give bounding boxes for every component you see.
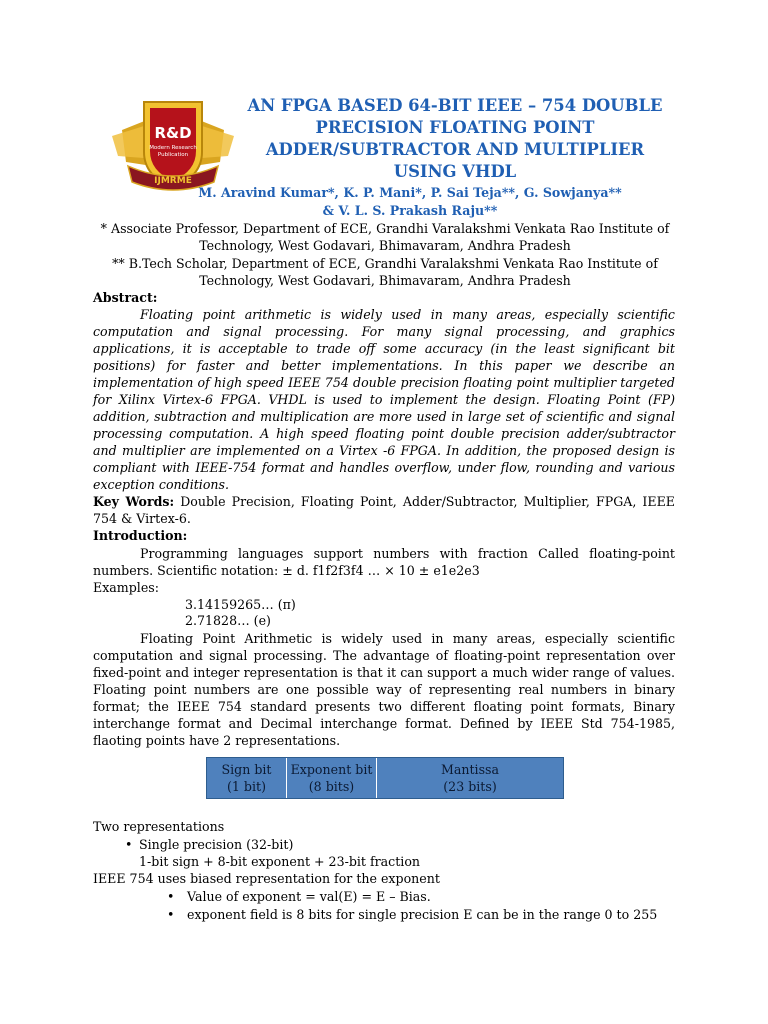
sign-bit-cell (207, 758, 287, 798)
cell-size: (8 bits) (308, 779, 355, 794)
bullet-dot-icon: • (167, 907, 175, 922)
introduction-paragraph-1: Programming languages support numbers with fraction Called floating-point numbers. Scientific notation: ± d. f1f2f3f4 … × 10 ± e1e2e3 (93, 546, 675, 578)
affiliation-2 (90, 255, 680, 289)
bullet-text: Value of exponent = val(E) = E – Bias. (187, 889, 431, 904)
affiliation-1 (90, 220, 680, 254)
title-line: AN FPGA BASED 64-BIT IEEE – 754 DOUBLE (247, 96, 663, 115)
cell-size: (1 bit) (227, 779, 266, 794)
mantissa-cell (377, 758, 563, 798)
title-line: ADDER/SUBTRACTOR AND MULTIPLIER (265, 140, 645, 159)
bullet-dot-icon: • (125, 837, 133, 852)
bullet-text: exponent field is 8 bits for single precision E can be in the range 0 to 255 (187, 907, 658, 922)
logo-subtext: Modern Research (149, 145, 197, 151)
exponent-bit-cell (287, 758, 377, 798)
affiliation-line: Technology, West Godavari, Bhimavaram, Andhra Pradesh (199, 238, 571, 253)
introduction-paragraph-2: Floating Point Arithmetic is widely used in many areas, especially scientific computation and signal processing. The advantage of floating-point representation over fixed-point and integer representation is that it can support a much wider range of values. Floating point numbers are one possible way of representing real numbers in binary format; the IEEE 754 standard presents two different floating point formats, Binary interchange format and Decimal interchange format. Defined by IEEE Std 754-1985, flaoting points have 2 representations. (93, 631, 675, 748)
author-list (150, 184, 670, 219)
logo-rd-text: R&D (154, 124, 192, 142)
title-line: USING VHDL (393, 162, 517, 181)
abstract-heading: Abstract: (93, 290, 158, 305)
affiliation-line: Technology, West Godavari, Bhimavaram, Andhra Pradesh (199, 273, 571, 288)
bullet-dot-icon: • (167, 889, 175, 904)
keywords-heading: Key Words: (93, 494, 175, 509)
title-line: PRECISION FLOATING POINT (315, 118, 595, 137)
affiliation-line: * Associate Professor, Department of ECE, Grandhi Varalakshmi Venkata Rao Institute of (100, 221, 670, 236)
example-e: 2.71828… (e) (185, 613, 271, 628)
abstract-body: Floating point arithmetic is widely used in many areas, especially scientific computation and signal processing. For many signal processing, and graphics applications, it is acceptable to trade off some accuracy (in the least significant bit positions) for faster and better implementations. In this paper we describe an implementation of high speed IEEE 754 double precision floating point multiplier targeted for Xilinx Virtex-6 FPGA. VHDL is used to implement the design. Floating Point (FP) addition, subtraction and multiplication are more used in large set of scientific and signal processing computation. A high speed floating point double precision adder/subtractor and multiplier are implemented on a Virtex -6 FPGA. In addition, the proposed design is compliant with IEEE-754 format and handles overflow, under flow, rounding and various exception conditions. (93, 307, 675, 492)
bullet-exponent-range (167, 907, 658, 922)
paper-title (240, 95, 670, 183)
biased-representation-line: IEEE 754 uses biased representation for the exponent (93, 871, 440, 886)
affiliation-line: ** B.Tech Scholar, Department of ECE, Grandhi Varalakshmi Venkata Rao Institute of (112, 256, 658, 271)
example-pi: 3.14159265… (π) (185, 597, 296, 612)
keywords-text: Double Precision, Floating Point, Adder/Subtractor, Multiplier, FPGA, IEEE 754 & Virtex-6. (93, 494, 675, 526)
cell-label: Sign bit (221, 762, 272, 777)
cell-label: Exponent bit (290, 762, 373, 777)
single-precision-breakdown: 1-bit sign + 8-bit exponent + 23-bit fraction (139, 854, 421, 869)
bullet-exponent-value (167, 889, 431, 904)
authors-line: M. Aravind Kumar*, K. P. Mani*, P. Sai Teja**, G. Sowjanya** (198, 185, 622, 200)
journal-logo (104, 96, 242, 198)
bullet-single-precision (125, 837, 294, 852)
representations-heading: Two representations (93, 819, 225, 834)
authors-line: & V. L. S. Prakash Raju** (322, 202, 498, 218)
cell-label: Mantissa (440, 762, 500, 777)
cell-size: (23 bits) (443, 779, 497, 794)
float-format-table (206, 757, 564, 799)
logo-subtext-2: Publication (157, 152, 189, 158)
logo-ribbon-text: IJMRME (154, 176, 192, 186)
introduction-heading: Introduction: (93, 528, 188, 543)
bullet-text: Single precision (32-bit) (139, 837, 294, 852)
examples-label: Examples: (93, 580, 159, 595)
keywords (93, 493, 675, 527)
